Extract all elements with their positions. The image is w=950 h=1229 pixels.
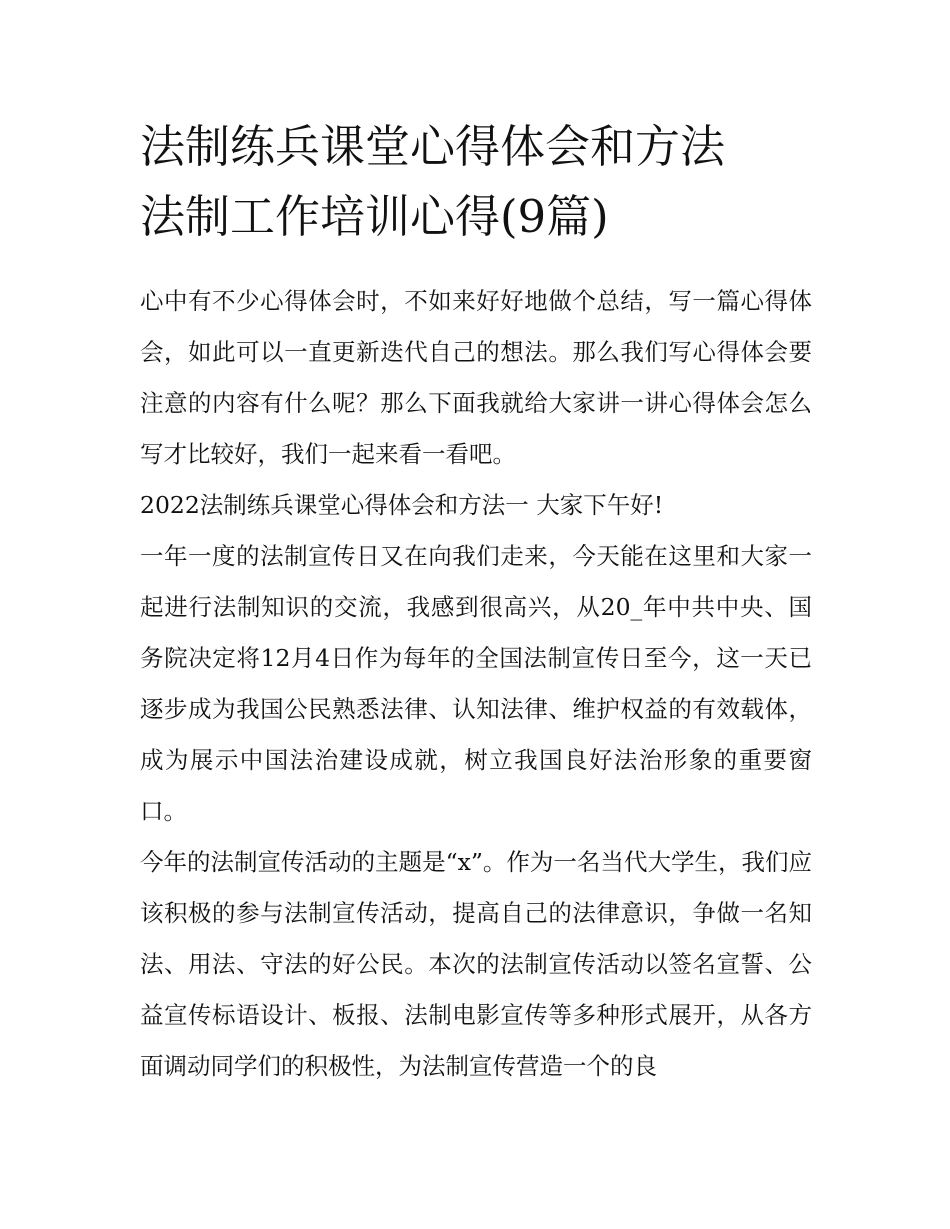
document-content [140, 112, 812, 1092]
document-title [140, 112, 812, 252]
paragraph-theme: 今年的法制宣传活动的主题是“x”。作为一名当代大学生，我们应该积极的参与法制宣传活动，提高自己的法律意识，争做一名知法、用法、守法的好公民。本次的法制宣传活动以签名宣誓、公益宣传标语设计、板报、法制电影宣传等多种形式展开，从各方面调动同学们的积极性，为法制宣传营造一个的良 [140, 848, 812, 1080]
document-body [140, 276, 812, 1092]
title-line-1: 法制练兵课堂心得体会和方法 [140, 120, 726, 173]
paragraph-intro: 心中有不少心得体会时，不如来好好地做个总结，写一篇心得体会，如此可以一直更新迭代自己的想法。那么我们写心得体会要注意的内容有什么呢？那么下面我就给大家讲一讲心得体会怎么写才比较好，我们一起来看一看吧。 [140, 287, 812, 468]
paragraph-section-heading: 2022法制练兵课堂心得体会和方法一 大家下午好! [140, 491, 664, 519]
paragraph-legal-day: 一年一度的法制宣传日又在向我们走来，今天能在这里和大家一起进行法制知识的交流，我感到很高兴，从20_年中共中央、国务院决定将12月4日作为每年的全国法制宣传日至今，这一天已逐步成为我国公民熟悉法律、认知法律、维护权益的有效载体，成为展示中国法治建设成就，树立我国良好法治形象的重要窗口。 [140, 542, 812, 825]
title-line-2: 法制工作培训心得(9篇) [140, 190, 609, 243]
